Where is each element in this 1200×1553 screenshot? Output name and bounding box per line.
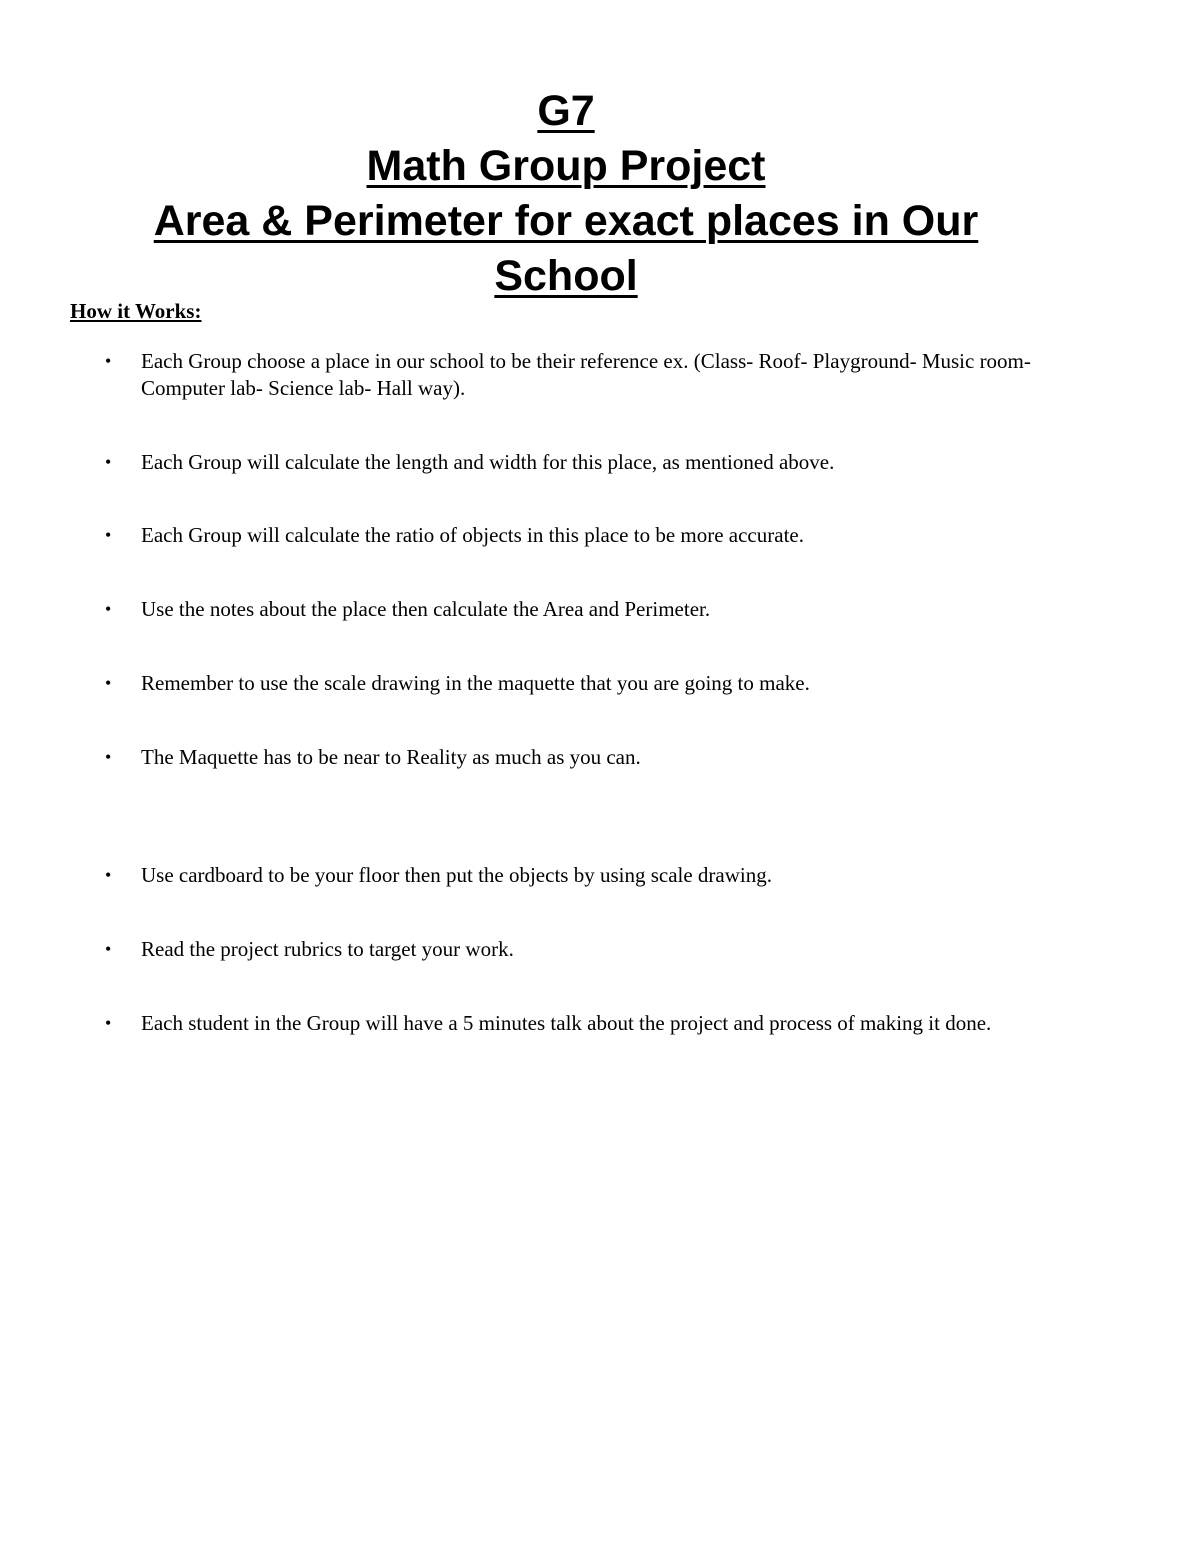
title-line-topic: Area & Perimeter for exact places in Our bbox=[153, 197, 979, 245]
list-item-text: The Maquette has to be near to Reality as much as you can. bbox=[141, 745, 641, 769]
list-item bbox=[100, 449, 1050, 476]
list-item bbox=[100, 522, 1050, 549]
bullet-icon: • bbox=[105, 525, 112, 545]
list-item bbox=[100, 744, 1050, 771]
list-item-text: Each Group will calculate the ratio of objects in this place to be more accurate. bbox=[141, 523, 804, 547]
list-item bbox=[100, 596, 1050, 623]
bullet-icon: • bbox=[105, 747, 112, 767]
list-item-text: Each Group will calculate the length and width for this place, as mentioned above. bbox=[141, 450, 835, 474]
list-item bbox=[100, 348, 1050, 402]
list-item bbox=[100, 1010, 1050, 1037]
list-item-text: Use the notes about the place then calculate the Area and Perimeter. bbox=[141, 597, 711, 621]
bullet-icon: • bbox=[105, 673, 112, 693]
bullet-icon: • bbox=[105, 1013, 112, 1033]
bullet-icon: • bbox=[105, 452, 112, 472]
bullet-icon: • bbox=[105, 351, 112, 371]
document-title bbox=[60, 84, 1072, 304]
title-line-grade: G7 bbox=[537, 87, 595, 135]
title-line-project: Math Group Project bbox=[366, 142, 766, 190]
list-item-text: Each Group choose a place in our school to be their reference ex. (Class- Roof- Playground- Music room- Computer lab- Science lab- Hall way). bbox=[141, 349, 1031, 400]
list-item bbox=[100, 862, 1050, 889]
list-item-text: Remember to use the scale drawing in the maquette that you are going to make. bbox=[141, 671, 810, 695]
bullet-icon: • bbox=[105, 939, 112, 959]
list-item-text: Use cardboard to be your floor then put the objects by using scale drawing. bbox=[141, 863, 772, 887]
how-it-works-heading: How it Works: bbox=[70, 299, 202, 323]
list-item-text: Each student in the Group will have a 5 minutes talk about the project and process of making it done. bbox=[141, 1011, 992, 1035]
bullet-icon: • bbox=[105, 599, 112, 619]
bullet-icon: • bbox=[105, 865, 112, 885]
list-item bbox=[100, 670, 1050, 697]
title-line-topic-continued: School bbox=[494, 252, 638, 300]
list-item-text: Read the project rubrics to target your work. bbox=[141, 937, 514, 961]
list-item bbox=[100, 936, 1050, 963]
